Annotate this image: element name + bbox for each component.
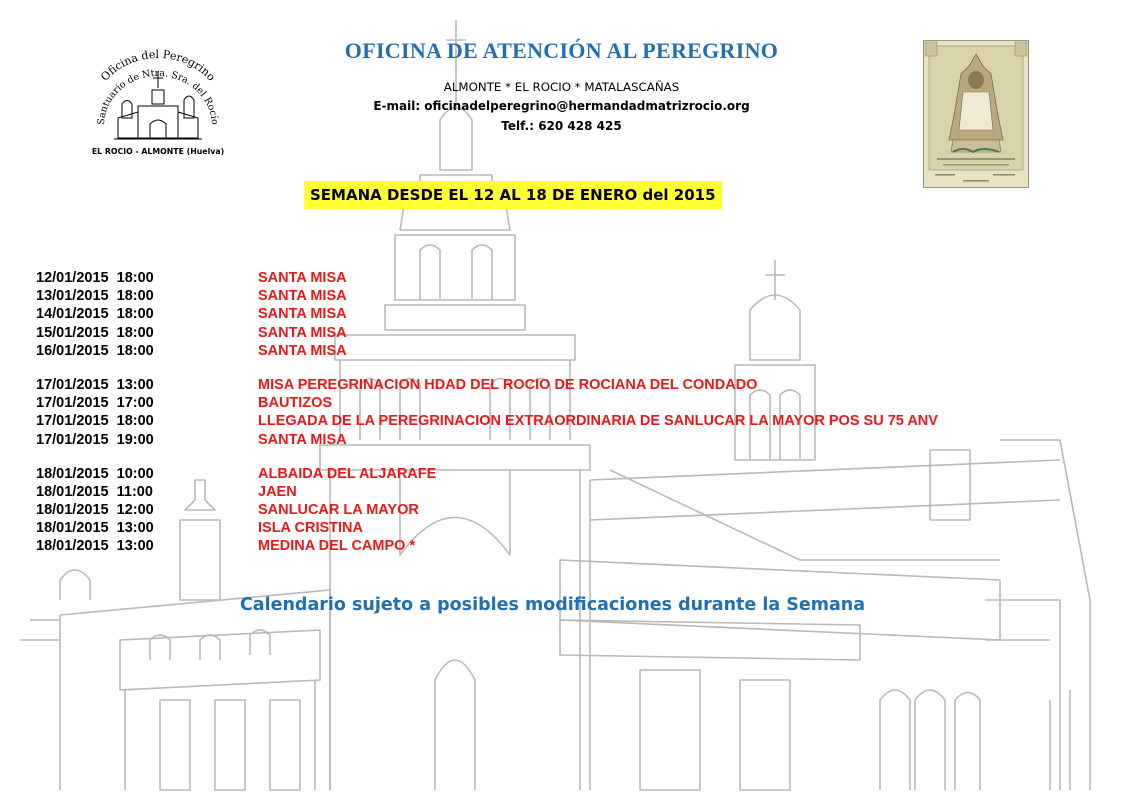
logo-text-line2: Santuario de Ntra. Sra. del Rocío — [95, 67, 221, 126]
schedule-event: SANTA MISA — [258, 324, 347, 341]
schedule-row — [36, 305, 1036, 323]
schedule-row — [36, 376, 1036, 394]
schedule-row — [36, 269, 1036, 287]
schedule-disclaimer: Calendario sujeto a posibles modificaciones durante la Semana — [239, 595, 866, 615]
schedule-event: SANTA MISA — [258, 342, 347, 359]
week-banner: SEMANA DESDE EL 12 AL 18 DE ENERO del 2015 — [304, 181, 722, 209]
schedule-datetime: 13/01/2015 18:00 — [36, 288, 154, 305]
schedule-list — [36, 269, 1036, 556]
schedule-event: MISA PEREGRINACION HDAD DEL ROCIO DE ROCIANA DEL CONDADO — [258, 376, 758, 393]
schedule-event: BAUTIZOS — [258, 395, 333, 412]
schedule-event: ALBAIDA DEL ALJARAFE — [258, 465, 437, 482]
schedule-datetime: 14/01/2015 18:00 — [36, 306, 154, 323]
schedule-event: SANTA MISA — [258, 431, 347, 448]
schedule-datetime: 18/01/2015 13:00 — [36, 520, 154, 537]
places-line: ALMONTE * EL ROCIO * MATALASCAÑAS — [443, 80, 680, 94]
schedule-datetime: 17/01/2015 18:00 — [36, 413, 154, 430]
schedule-row — [36, 501, 1036, 519]
schedule-datetime: 12/01/2015 18:00 — [36, 270, 154, 286]
schedule-datetime: 16/01/2015 18:00 — [36, 342, 154, 359]
schedule-datetime: 18/01/2015 11:00 — [36, 483, 153, 500]
schedule-row — [36, 287, 1036, 305]
schedule-row — [36, 412, 1036, 430]
schedule-event: SANTA MISA — [258, 270, 347, 286]
logo-caption: EL ROCIO - ALMONTE (Huelva) — [91, 147, 225, 156]
logo-text-line1: Oficina del Peregrino — [98, 47, 218, 84]
schedule-datetime: 18/01/2015 12:00 — [36, 502, 154, 519]
schedule-row — [36, 431, 1036, 449]
schedule-datetime: 18/01/2015 10:00 — [36, 465, 154, 482]
schedule-datetime: 15/01/2015 18:00 — [36, 324, 154, 341]
schedule-group-gap — [36, 360, 1036, 376]
schedule-event: ISLA CRISTINA — [258, 520, 363, 537]
schedule-event: LLEGADA DE LA PEREGRINACION EXTRAORDINARIA DE SANLUCAR LA MAYOR POS SU 75 ANV — [258, 413, 938, 430]
email-line: E-mail: oficinadelperegrino@hermandadmatrizrocio.org — [373, 99, 750, 113]
schedule-datetime: 18/01/2015 13:00 — [36, 538, 154, 555]
schedule-row — [36, 465, 1036, 483]
schedule-event: SANTA MISA — [258, 288, 347, 305]
schedule-event: MEDINA DEL CAMPO * — [258, 538, 416, 555]
schedule-row — [36, 342, 1036, 360]
page-title: OFICINA DE ATENCIÓN AL PEREGRINO — [344, 38, 779, 63]
schedule-event: JAEN — [258, 483, 297, 500]
schedule-row — [36, 394, 1036, 412]
phone-line: Telf.: 620 428 425 — [501, 119, 622, 133]
schedule-row — [36, 519, 1036, 537]
schedule-event: SANLUCAR LA MAYOR — [258, 502, 419, 519]
schedule-event: SANTA MISA — [258, 306, 347, 323]
schedule-row — [36, 324, 1036, 342]
schedule-datetime: 17/01/2015 13:00 — [36, 376, 154, 393]
schedule-datetime: 17/01/2015 19:00 — [36, 431, 154, 448]
schedule-row — [36, 537, 1036, 555]
schedule-row — [36, 483, 1036, 501]
schedule-datetime: 17/01/2015 17:00 — [36, 395, 154, 412]
schedule-group-gap — [36, 449, 1036, 465]
